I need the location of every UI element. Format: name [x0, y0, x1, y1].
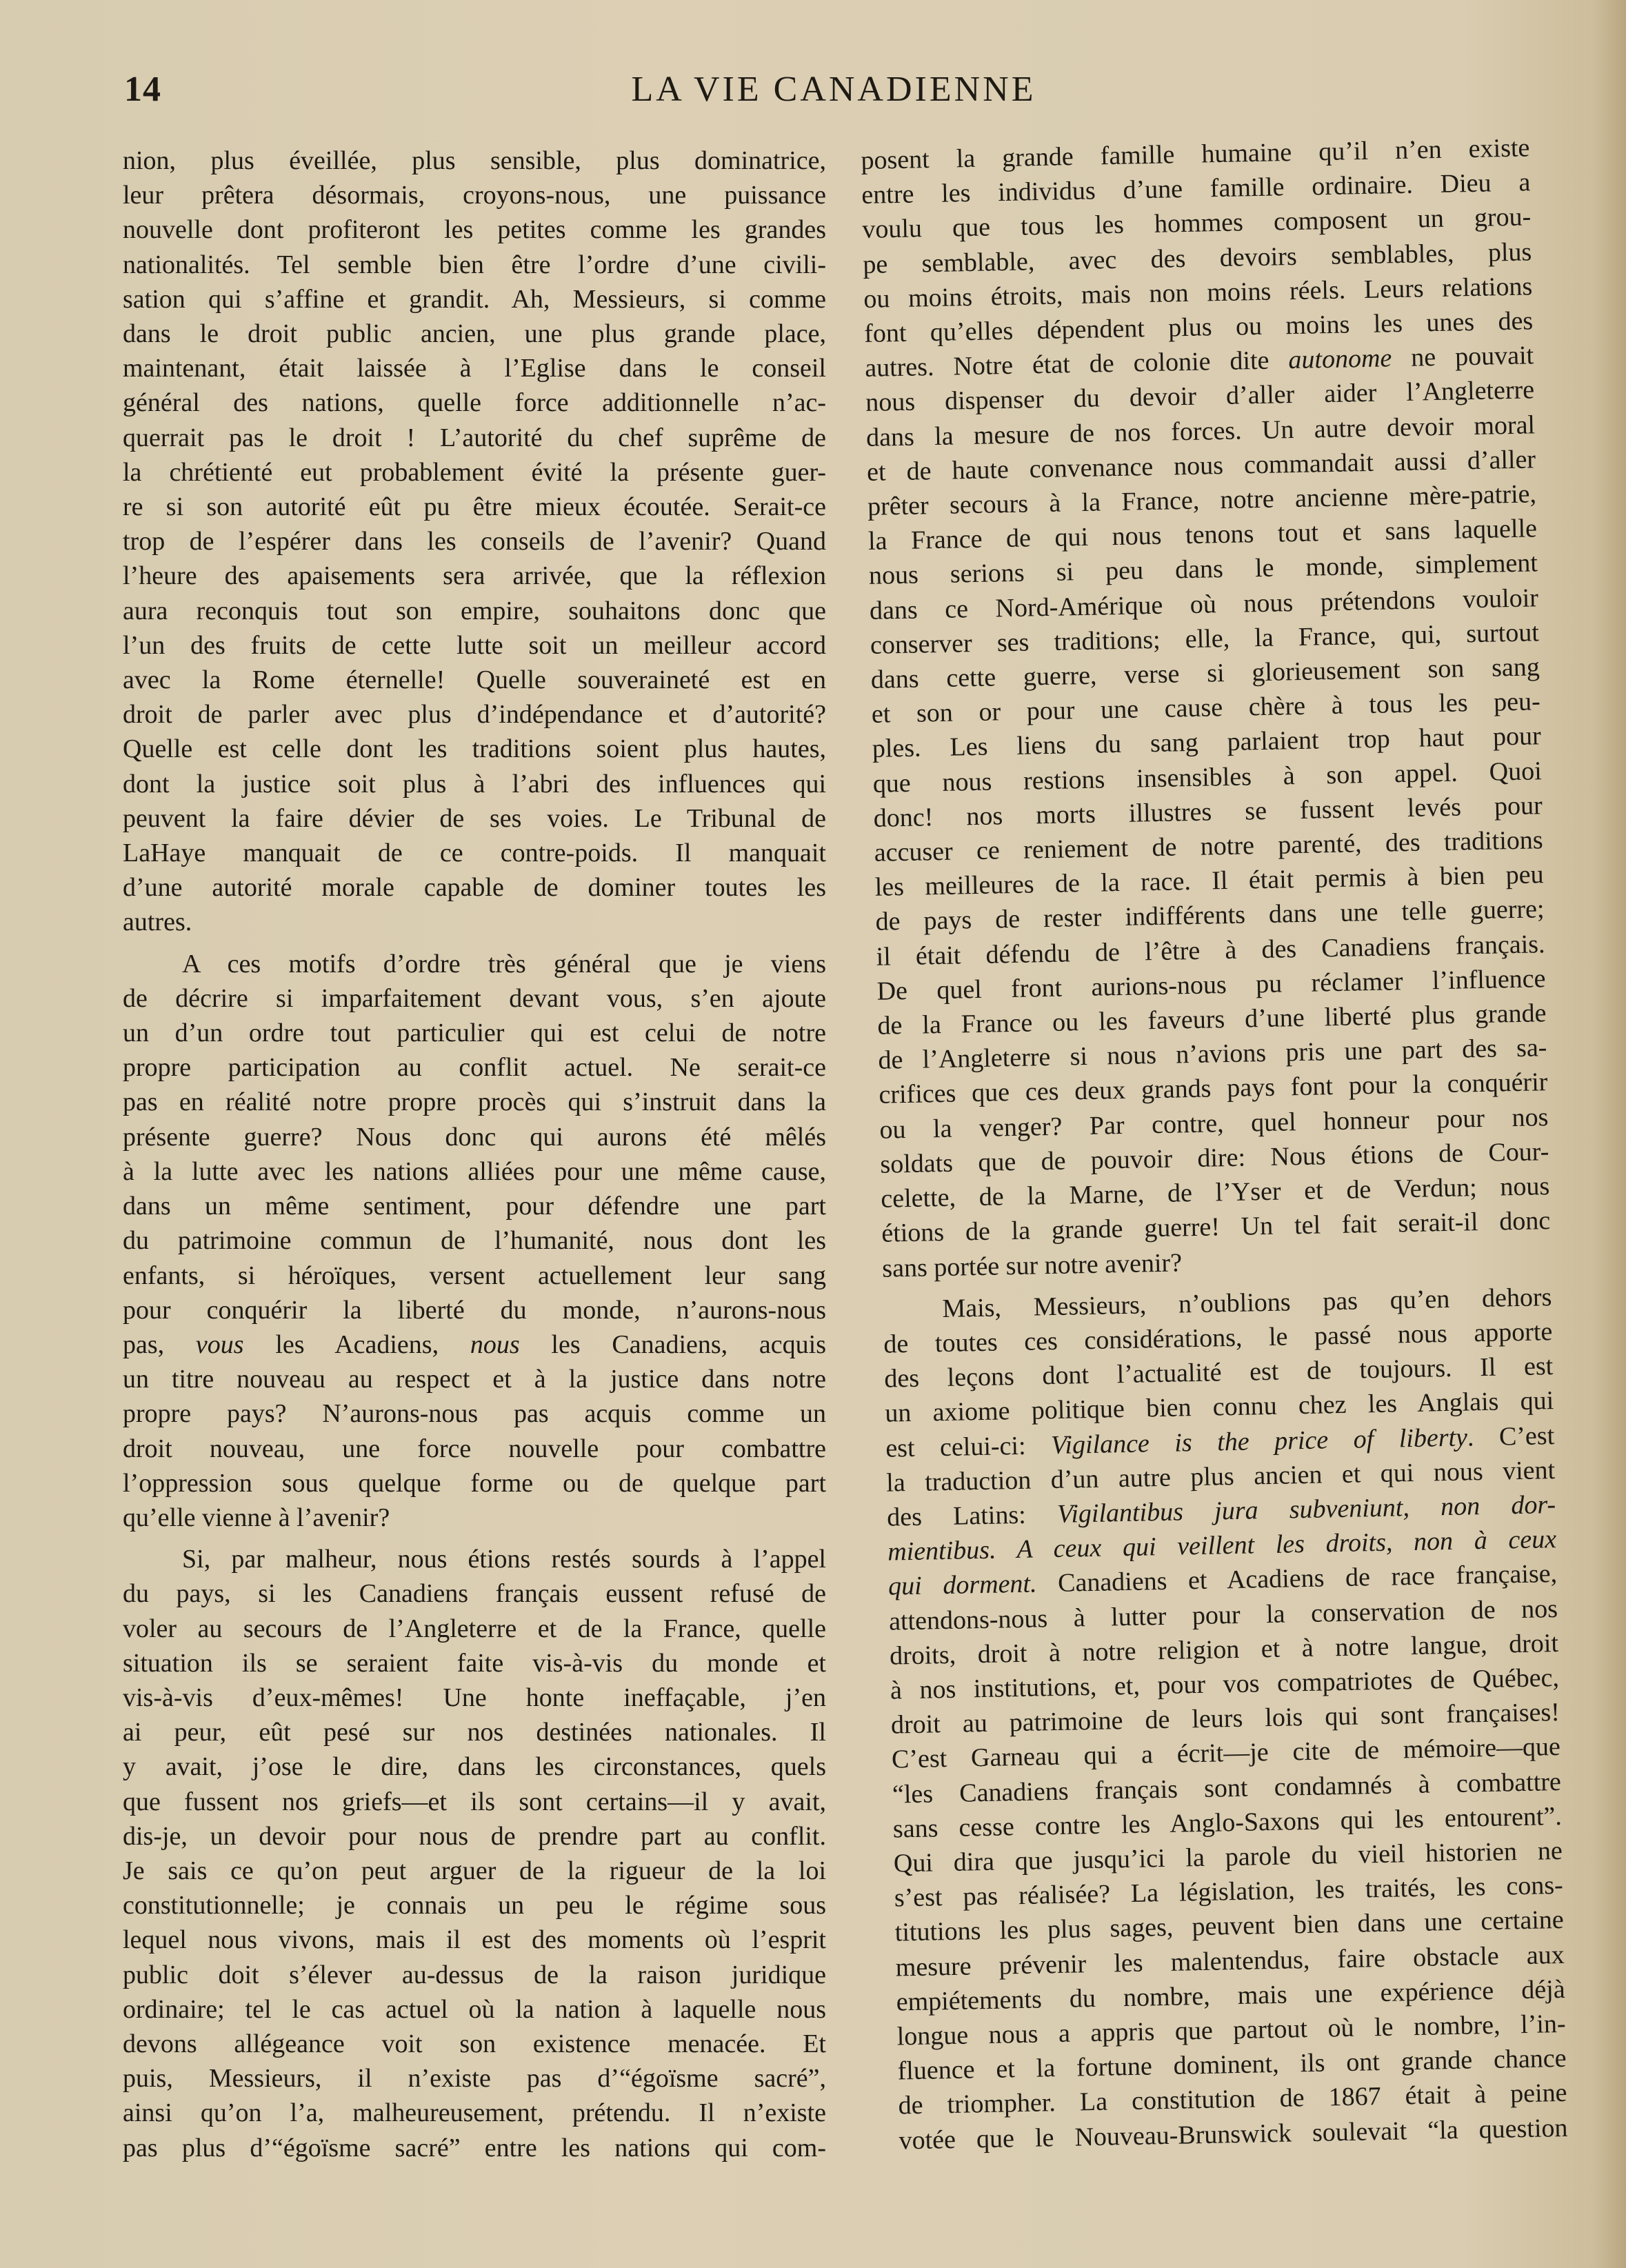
text-line: autres.	[123, 907, 192, 937]
text-line: soldats que de pouvoir dire: Nous étions de Cour-	[880, 1137, 1549, 1179]
text-line: que fussent nos griefs—et ils sont certains—il y avait,	[123, 1787, 826, 1816]
text-line: Si, par malheur, nous étions restés sourds à l’appel	[182, 1545, 826, 1574]
text-line: mientibus. A ceux qui veillent les droits, non à ceux	[887, 1525, 1557, 1567]
text-line: il était défendu de l’être à des Canadiens français.	[876, 929, 1545, 972]
text-line: sans cesse contre les Anglo-Saxons qui les entourent”.	[892, 1801, 1563, 1844]
text-line: est celui-ci: Vigilance is the price of liberty. C’est	[885, 1421, 1555, 1463]
text-line: dans un même sentiment, pour défendre une part	[123, 1192, 826, 1221]
text-line: dont la justice soit plus à l’abri des influences qui	[123, 769, 826, 799]
text-line: attendons-nous à lutter pour la conservation de nos	[888, 1594, 1558, 1636]
text-line: ples. Les liens du sang parlaient trop haut pour	[872, 721, 1542, 764]
text-line: voulu que tous les hommes composent un grou-	[862, 202, 1532, 245]
text-line: prêter secours à la France, notre ancienne mère-patrie,	[867, 479, 1537, 521]
text-line: votée que le Nouveau-Brunswick soulevait “la question	[899, 2113, 1568, 2156]
text-line: ordinaire; tel le cas actuel où la nation à laquelle nous	[123, 1994, 826, 2024]
text-line: de toutes ces considérations, le passé nous apporte	[883, 1316, 1553, 1359]
text-line: de la France ou les faveurs d’une liberté plus grande	[877, 998, 1547, 1041]
text-line: aura reconquis tout son empire, souhaitons donc que	[123, 596, 826, 625]
text-line: dans la mesure de nos forces. Un autre devoir moral	[865, 410, 1536, 452]
text-line: entre les individus d’une famille ordinaire. Dieu a	[861, 168, 1531, 210]
text-line: droit nouveau, une force nouvelle pour combattre	[123, 1434, 826, 1463]
text-line: pe semblable, avec des devoirs semblables, plus	[862, 237, 1532, 279]
text-line: propre participation au conflit actuel. Ne serait-ce	[123, 1053, 826, 1083]
text-line: maintenant, était laissée à l’Eglise dans le conseil	[123, 354, 826, 383]
text-line: avec la Rome éternelle! Quelle souveraineté est en	[123, 665, 826, 695]
text-line: Je sais ce qu’on peut arguer de la rigueur de la loi	[123, 1856, 826, 1885]
text-line: du patrimoine commun de l’humanité, nous dont les	[123, 1226, 826, 1256]
text-line: posent la grande famille humaine qu’il n’en existe	[861, 133, 1530, 175]
text-line: nouvelle dont profiteront les petites comme les grandes	[123, 215, 826, 245]
text-line: De quel front aurions-nous pu réclamer l’influence	[876, 964, 1546, 1006]
text-line: leur prêtera désormais, croyons-nous, une puissance	[123, 181, 826, 210]
text-line: présente guerre? Nous donc qui aurons été mêlés	[123, 1122, 826, 1152]
text-line: ai peur, eût pesé sur nos destinées nationales. Il	[123, 1718, 826, 1747]
text-line: celette, de la Marne, de l’Yser et de Verdun; nous	[880, 1172, 1550, 1214]
text-line: de pays de rester indifférents dans une telle guerre;	[875, 894, 1545, 937]
text-line: dans ce Nord-Amérique où nous prétendons vouloir	[869, 583, 1539, 625]
text-line: que nous restions insensibles à son appel. Quoi	[872, 756, 1543, 799]
page-number: 14	[124, 70, 161, 109]
text-line: dans cette guerre, verse si glorieusement son sang	[870, 652, 1540, 694]
text-line: public doit s’élever au-dessus de la raison juridique	[123, 1960, 826, 1989]
text-line: empiétements du nombre, mais une expérience déjà	[896, 1974, 1565, 2017]
text-line: la France de qui nous tenons tout et sans laquelle	[867, 514, 1538, 556]
text-line: enfants, si héroïques, versent actuellement leur sang	[123, 1261, 826, 1290]
text-line: longue nous a appris que partout où le nombre, l’in-	[896, 2009, 1566, 2051]
text-line: pour conquérir la liberté du monde, n’aurons-nous	[123, 1295, 826, 1325]
text-line: un axiome politique bien connu chez les Anglais qui	[884, 1386, 1554, 1428]
text-line: droit de parler avec plus d’indépendance et d’autorité?	[123, 700, 826, 730]
text-line: mesure prévenir les malentendus, faire obstacle aux	[895, 1940, 1565, 1983]
text-line: la traduction d’un autre plus ancien et qui nous vient	[885, 1455, 1556, 1498]
text-line: de décrire si imparfaitement devant vous, s’en ajoute	[123, 983, 826, 1013]
text-line: conserver ses traditions; elle, la France, qui, surtout	[870, 618, 1540, 660]
text-line: vis-à-vis d’eux-mêmes! Une honte ineffaçable, j’en	[123, 1683, 826, 1712]
text-line: de triompher. La constitution de 1867 était à peine	[898, 2078, 1567, 2120]
text-line: ou moins étroits, mais non moins réels. Leurs relations	[863, 272, 1533, 314]
text-line: un d’un ordre tout particulier qui est celui de notre	[123, 1018, 826, 1048]
text-line: d’une autorité morale capable de dominer toutes les	[123, 873, 826, 903]
text-line: voler au secours de l’Angleterre et de la France, quelle	[123, 1614, 826, 1643]
text-line: re si son autorité eût pu être mieux écoutée. Serait-ce	[123, 492, 826, 522]
text-line: dans le droit public ancien, une plus grande place,	[123, 319, 826, 349]
text-line: étions de la grande guerre! Un tel fait serait-il donc	[881, 1206, 1551, 1249]
text-line: dis-je, un devoir pour nous de prendre part au conflit.	[123, 1821, 826, 1851]
text-line: puis, Messieurs, il n’existe pas d’“égoïsme sacré”,	[123, 2064, 826, 2094]
text-line: C’est Garneau qui a écrit—je cite de mémoire—que	[891, 1732, 1561, 1774]
text-line: un titre nouveau au respect et à la justice dans notre	[123, 1365, 826, 1394]
text-line: général des nations, quelle force additionnelle n’ac-	[123, 388, 826, 418]
text-line: à la lutte avec les nations alliées pour une même cause,	[123, 1156, 826, 1186]
text-line: querrait pas le droit ! L’autorité du chef suprême de	[123, 423, 826, 452]
text-line: lequel nous vivons, mais il est des moments où l’esprit	[123, 1925, 826, 1955]
text-line: sation qui s’affine et grandit. Ah, Messieurs, si comme	[123, 284, 826, 314]
text-line: des leçons dont l’actualité est de toujours. Il est	[884, 1352, 1554, 1394]
text-line: nous dispenser du devoir d’aller aider l’Angleterre	[865, 375, 1535, 418]
text-line: pas, vous les Acadiens, nous les Canadiens, acquis	[123, 1329, 826, 1359]
text-line: droit au patrimoine de leurs lois qui sont françaises!	[890, 1698, 1560, 1740]
text-line: constitutionnelle; je connais un peu le régime sous	[123, 1891, 826, 1920]
text-line: LaHaye manquait de ce contre-poids. Il manquait	[123, 839, 826, 868]
text-line: situation ils se seraient faite vis-à-vis du monde et	[123, 1648, 826, 1678]
text-line: propre pays? N’aurons-nous pas acquis comme un	[123, 1399, 826, 1429]
text-line: de l’Angleterre si nous n’avions pris une part des sa-	[878, 1033, 1547, 1076]
text-line: qu’elle vienne à l’avenir?	[123, 1503, 390, 1532]
text-line: qui dorment. Canadiens et Acadiens de race française,	[887, 1559, 1558, 1601]
text-line: sans portée sur notre avenir?	[881, 1247, 1183, 1283]
left-column	[123, 143, 826, 2165]
text-line: peuvent la faire dévier de ses voies. Le Tribunal de	[123, 803, 826, 833]
text-line: trop de l’espérer dans les conseils de l’avenir? Quand	[123, 527, 826, 556]
text-line: pas plus d’“égoïsme sacré” entre les nations qui com-	[123, 2133, 826, 2162]
text-line: y avait, j’ose le dire, dans les circonstances, quels	[123, 1752, 826, 1782]
text-line: nion, plus éveillée, plus sensible, plus dominatrice,	[123, 146, 826, 175]
text-line: devons allégeance voit son existence menacée. Et	[123, 2029, 826, 2058]
text-line: Qui dira que jusqu’ici la parole du vieil historien ne	[893, 1836, 1563, 1878]
text-line: A ces motifs d’ordre très général que je viens	[182, 949, 826, 979]
text-line: du pays, si les Canadiens français eussent refusé de	[123, 1579, 826, 1609]
text-line: l’heure des apaisements sera arrivée, que la réflexion	[123, 561, 826, 591]
text-line: l’oppression sous quelque forme ou de quelque part	[123, 1468, 826, 1498]
text-line: crifices que ces deux grands pays font pour la conquérir	[879, 1067, 1548, 1110]
text-line: et son or pour une cause chère à tous les peu-	[871, 687, 1541, 730]
text-line: pas en réalité notre propre procès qui s’instruit dans la	[123, 1087, 826, 1117]
text-line: s’est pas réalisée? La législation, les traités, les cons-	[894, 1871, 1564, 1913]
text-line: donc! nos morts illustres se fussent levés pour	[873, 791, 1543, 833]
text-line: Mais, Messieurs, n’oublions pas qu’en dehors	[942, 1282, 1552, 1323]
running-title: LA VIE CANADIENNE	[631, 70, 1036, 109]
text-line: ainsi qu’on l’a, malheureusement, prétendu. Il n’existe	[123, 2098, 826, 2128]
text-line: à nos institutions, et, pour vos compatriotes de Québec,	[890, 1663, 1560, 1705]
text-line: l’un des fruits de cette lutte soit un meilleur accord	[123, 630, 826, 660]
text-line: autres. Notre état de colonie dite autonome ne pouvait	[864, 341, 1534, 383]
text-line: droits, droit à notre religion et à notre langue, droit	[889, 1628, 1559, 1671]
text-line: nous serions si peu dans le monde, simplement	[868, 548, 1538, 591]
right-column	[861, 130, 1568, 2158]
text-line: nationalités. Tel semble bien être l’ordre d’une civili-	[123, 250, 826, 279]
text-line: ou la venger? Par contre, quel honneur pour nos	[879, 1102, 1549, 1145]
text-line: les meilleures de la race. Il était permis à bien peu	[874, 860, 1544, 903]
text-line: titutions les plus sages, peuvent bien dans une certaine	[894, 1905, 1565, 1947]
text-line: la chrétienté eut probablement évité la présente guer-	[123, 457, 826, 487]
text-line: Quelle est celle dont les traditions soient plus hautes,	[123, 734, 826, 764]
text-line: “les Canadiens français sont condamnés à combattre	[892, 1767, 1562, 1809]
text-line: et de haute convenance nous commandait aussi d’aller	[866, 445, 1536, 487]
text-line: fluence et la fortune dominent, ils ont grande chance	[897, 2044, 1567, 2086]
text-line: accuser ce reniement de notre parenté, des traditions	[874, 825, 1543, 867]
text-line: des Latins: Vigilantibus jura subveniunt, non dor-	[886, 1489, 1556, 1532]
text-line: font qu’elles dépendent plus ou moins les unes des	[863, 306, 1534, 348]
